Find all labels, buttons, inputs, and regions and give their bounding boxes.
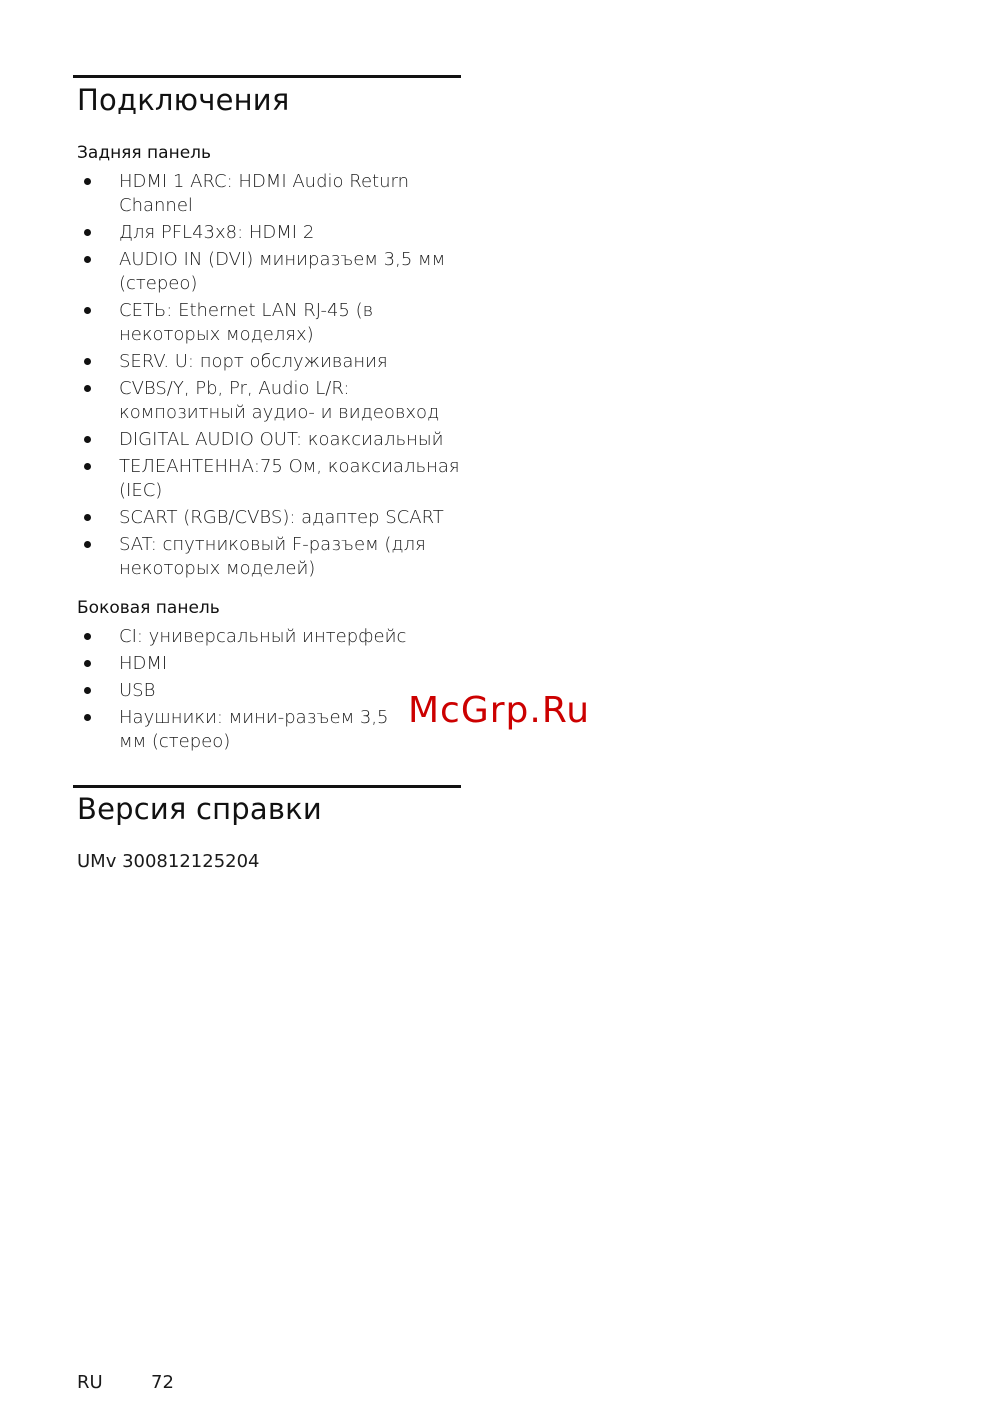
list-item-text: HDMI 1 ARC: HDMI Audio Return Channel [119,171,409,216]
bullet-icon [84,358,91,365]
list-item [77,170,467,218]
bullet-icon [84,514,91,521]
bullet-icon [84,229,91,236]
rear-panel-title: Задняя панель [77,143,212,163]
list-item-text: CI: универсальный интерфейс [119,626,407,647]
bullet-icon [84,256,91,263]
bullet-icon [84,687,91,694]
list-item-text: CVBS/Y, Pb, Pr, Audio L/R: композитный аудио- и видеовход [119,378,440,423]
list-item [77,428,467,452]
bullet-icon [84,541,91,548]
list-item [77,652,467,676]
list-item-text: HDMI [119,653,168,674]
list-item [77,377,467,425]
list-item [77,350,467,374]
bullet-icon [84,385,91,392]
section-title-connections: Подключения [77,83,290,117]
section-rule-connections [73,75,461,78]
list-item-text: USB [119,680,156,701]
list-item-text: DIGITAL AUDIO OUT: коаксиальный [119,429,444,450]
bullet-icon [84,463,91,470]
footer-page-number: 72 [151,1372,174,1393]
bullet-icon [84,633,91,640]
footer-language: RU [77,1372,103,1393]
list-item [77,455,467,503]
bullet-icon [84,178,91,185]
section-rule-help-version [73,785,461,788]
side-panel-title: Боковая панель [77,598,220,618]
section-title-help-version: Версия справки [77,792,322,826]
list-item-text: SERV. U: порт обслуживания [119,351,388,372]
bullet-icon [84,307,91,314]
list-item [77,299,467,347]
list-item-text: Наушники: мини-разъем 3,5 мм (стерео) [119,707,389,752]
list-item-text: SCART (RGB/CVBS): адаптер SCART [119,507,444,528]
help-version-value: UMv 300812125204 [77,851,260,872]
rear-panel-list [77,170,467,581]
list-item [77,221,467,245]
list-item-text: SAT: спутниковый F-разъем (для некоторых моделей) [119,534,426,579]
list-item [77,706,399,754]
watermark-logo: McGrp.Ru [408,690,591,731]
list-item-text: AUDIO IN (DVI) миниразъем 3,5 мм (стерео) [119,249,446,294]
list-item [77,625,467,649]
list-item [77,533,467,581]
list-item-text: ТЕЛЕАНТЕННА:75 Ом, коаксиальная (IEC) [119,456,460,501]
bullet-icon [84,660,91,667]
list-item-text: СЕТЬ: Ethernet LAN RJ-45 (в некоторых моделях) [119,300,374,345]
list-item [77,506,467,530]
bullet-icon [84,436,91,443]
bullet-icon [84,714,91,721]
list-item-text: Для PFL43x8: HDMI 2 [119,222,315,243]
list-item [77,248,467,296]
